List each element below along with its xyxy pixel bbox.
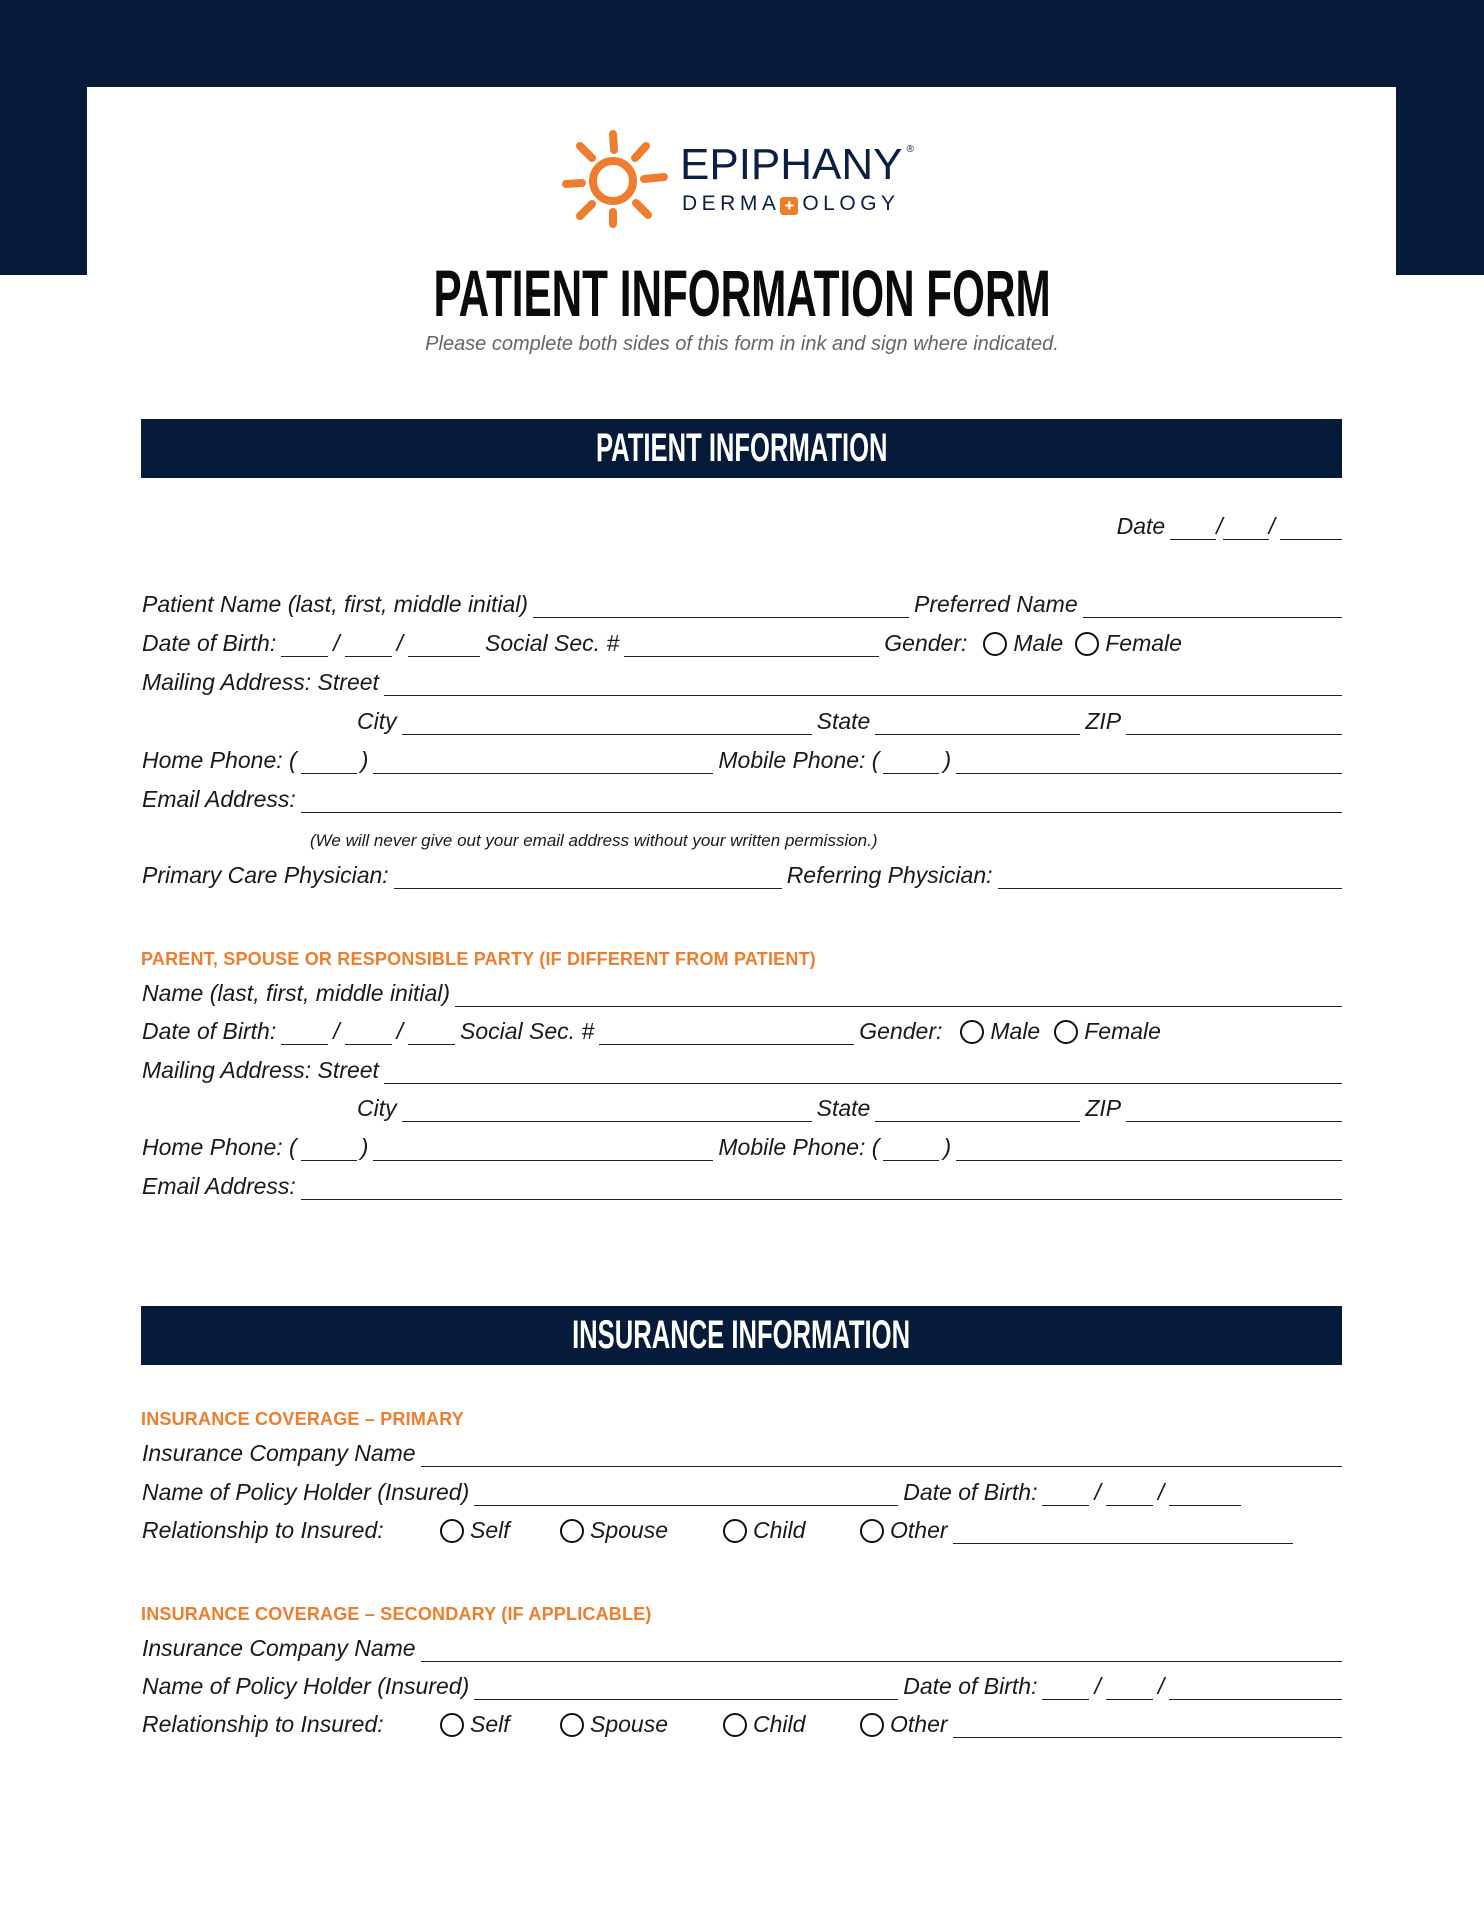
- secondary-insurance-heading: INSURANCE COVERAGE – SECONDARY (IF APPLICABLE): [141, 1604, 652, 1624]
- rp-street-row: [142, 1054, 1342, 1084]
- secondary-dob-year-field[interactable]: [1169, 1678, 1342, 1700]
- referring-physician-field[interactable]: [998, 867, 1343, 889]
- label: ): [943, 747, 952, 773]
- label: /: [396, 1018, 404, 1044]
- rp-home-area-code-field[interactable]: [301, 1139, 357, 1161]
- section-bar-insurance: [141, 1306, 1342, 1365]
- label: Mailing Address: Street: [142, 1057, 379, 1083]
- label: Mobile Phone: (: [718, 747, 880, 773]
- rp-gender-female-radio[interactable]: [1054, 1020, 1078, 1044]
- primary-holder-field[interactable]: [474, 1484, 898, 1506]
- patient-phone-row: [142, 744, 1342, 774]
- secondary-dob-month-field[interactable]: [1042, 1678, 1089, 1700]
- secondary-dob-day-field[interactable]: [1106, 1678, 1153, 1700]
- logo-wordmark: [680, 140, 914, 190]
- label: Child: [753, 1711, 806, 1737]
- zip-field[interactable]: [1126, 713, 1342, 735]
- physician-row: [142, 859, 1342, 889]
- patient-email-row: [142, 783, 1342, 813]
- label: Email Address:: [142, 786, 296, 812]
- label: Relationship to Insured:: [142, 1517, 384, 1543]
- rp-mobile-area-code-field[interactable]: [883, 1139, 939, 1161]
- dob-month-field[interactable]: [281, 635, 328, 657]
- label: ): [360, 747, 369, 773]
- label: Spouse: [590, 1517, 669, 1543]
- rp-phone-row: [142, 1131, 1342, 1161]
- label: /: [333, 630, 340, 656]
- gender-male-radio[interactable]: [983, 632, 1007, 656]
- label: Social Sec. #: [485, 630, 620, 656]
- secondary-other-field[interactable]: [953, 1716, 1342, 1738]
- primary-other-field[interactable]: [953, 1522, 1293, 1544]
- epiphany-logo: [560, 126, 940, 230]
- label: INSURANCE INFORMATION: [572, 1313, 911, 1357]
- rp-home-phone-field[interactable]: [373, 1139, 713, 1161]
- label: ZIP: [1085, 1095, 1122, 1121]
- section-bar-patient: [141, 419, 1342, 478]
- patient-name-row: [142, 588, 1342, 618]
- gender-female-radio[interactable]: [1075, 632, 1099, 656]
- rp-city-field[interactable]: [402, 1100, 812, 1122]
- label: Date of Birth:: [142, 630, 277, 656]
- primary-dob-year-field[interactable]: [1169, 1484, 1241, 1506]
- secondary-other-radio[interactable]: [860, 1713, 884, 1737]
- label: /: [1157, 1673, 1165, 1699]
- responsible-party-heading: PARENT, SPOUSE OR RESPONSIBLE PARTY (IF DIFFERENT FROM PATIENT): [141, 949, 816, 969]
- label: PATIENT INFORMATION: [595, 426, 888, 470]
- secondary-spouse-radio[interactable]: [560, 1713, 584, 1737]
- label: Insurance Company Name: [142, 1440, 416, 1466]
- label: Female: [1084, 1018, 1161, 1044]
- preferred-name-field[interactable]: [1083, 596, 1342, 618]
- label: ): [360, 1134, 369, 1160]
- registered-mark: ®: [906, 144, 914, 155]
- sun-icon: [560, 126, 670, 230]
- label: City: [357, 1095, 397, 1121]
- label: Date of Birth:: [903, 1673, 1038, 1699]
- rp-zip-field[interactable]: [1126, 1100, 1342, 1122]
- pcp-field[interactable]: [394, 867, 782, 889]
- date-day-field[interactable]: [1223, 518, 1269, 540]
- label: State: [816, 708, 871, 734]
- rp-dob-row: [142, 1015, 1342, 1045]
- label: Mobile Phone: (: [718, 1134, 880, 1160]
- primary-dob-month-field[interactable]: [1042, 1484, 1089, 1506]
- ssn-field[interactable]: [624, 635, 879, 657]
- primary-self-radio[interactable]: [440, 1519, 464, 1543]
- label: Self: [470, 1711, 510, 1737]
- label: City: [357, 708, 397, 734]
- label: Other: [890, 1517, 948, 1543]
- home-area-code-field[interactable]: [301, 752, 357, 774]
- primary-relationship-row: [142, 1514, 1342, 1544]
- email-note: (We will never give out your email address without your written permission.): [310, 831, 878, 850]
- primary-company-row: [142, 1437, 1342, 1467]
- label: Name of Policy Holder (Insured): [142, 1673, 470, 1699]
- city-field[interactable]: [402, 713, 812, 735]
- label: Gender:: [859, 1018, 943, 1044]
- label: Mailing Address: Street: [142, 669, 379, 695]
- date-row: [142, 510, 1342, 540]
- primary-dob-day-field[interactable]: [1106, 1484, 1153, 1506]
- rp-name-field[interactable]: [455, 985, 1342, 1007]
- date-year-field[interactable]: [1280, 518, 1342, 540]
- street-field[interactable]: [384, 674, 1342, 696]
- state-field[interactable]: [875, 713, 1080, 735]
- email-field[interactable]: [301, 791, 1342, 813]
- primary-child-radio[interactable]: [723, 1519, 747, 1543]
- label: /: [1094, 1479, 1101, 1505]
- label: Other: [890, 1711, 948, 1737]
- plus-icon: +: [780, 197, 798, 215]
- logo-subtitle: [682, 192, 900, 216]
- secondary-relationship-row: [142, 1708, 1342, 1738]
- secondary-self-radio[interactable]: [440, 1713, 464, 1737]
- secondary-holder-field[interactable]: [474, 1678, 898, 1700]
- dob-year-field[interactable]: [408, 635, 480, 657]
- date-month-field[interactable]: [1170, 518, 1216, 540]
- label: Social Sec. #: [460, 1018, 595, 1044]
- mobile-area-code-field[interactable]: [883, 752, 939, 774]
- secondary-company-field[interactable]: [421, 1640, 1342, 1662]
- label: Email Address:: [142, 1173, 296, 1199]
- patient-city-row: [142, 705, 1342, 735]
- label: /: [1094, 1673, 1101, 1699]
- rp-email-field[interactable]: [301, 1178, 1342, 1200]
- mobile-phone-field[interactable]: [956, 752, 1342, 774]
- secondary-child-radio[interactable]: [723, 1713, 747, 1737]
- label: Home Phone: (: [142, 747, 297, 773]
- primary-spouse-radio[interactable]: [560, 1519, 584, 1543]
- secondary-holder-row: [142, 1670, 1342, 1700]
- label: ): [943, 1134, 952, 1160]
- label: OLOGY: [802, 192, 900, 215]
- label: Home Phone: (: [142, 1134, 297, 1160]
- label: Spouse: [590, 1711, 669, 1737]
- label: /: [1268, 513, 1275, 539]
- patient-name-field[interactable]: [533, 596, 909, 618]
- secondary-company-row: [142, 1632, 1342, 1662]
- label: Child: [753, 1517, 806, 1543]
- rp-state-field[interactable]: [875, 1100, 1080, 1122]
- primary-holder-row: [142, 1476, 1342, 1506]
- label: Relationship to Insured:: [142, 1711, 384, 1737]
- label: /: [1157, 1479, 1165, 1505]
- rp-dob-month-field[interactable]: [281, 1023, 328, 1045]
- logo-name: EPIPHANY: [680, 140, 903, 189]
- label: Name of Policy Holder (Insured): [142, 1479, 470, 1505]
- primary-other-radio[interactable]: [860, 1519, 884, 1543]
- label: Date of Birth:: [903, 1479, 1038, 1505]
- label: /: [333, 1018, 340, 1044]
- label: PATIENT INFORMATION FORM: [433, 256, 1051, 330]
- rp-dob-year-field[interactable]: [408, 1023, 455, 1045]
- label: Gender:: [884, 630, 968, 656]
- label: Male: [990, 1018, 1041, 1044]
- rp-ssn-field[interactable]: [599, 1023, 854, 1045]
- dob-day-field[interactable]: [345, 635, 392, 657]
- page-title: [0, 255, 1484, 331]
- rp-gender-male-radio[interactable]: [960, 1020, 984, 1044]
- label: Male: [1013, 630, 1064, 656]
- label: Date: [1116, 513, 1166, 539]
- subtitle: Please complete both sides of this form in ink and sign where indicated.: [425, 333, 1059, 355]
- rp-email-row: [142, 1170, 1342, 1200]
- label: Female: [1105, 630, 1182, 656]
- primary-insurance-heading: INSURANCE COVERAGE – PRIMARY: [141, 1409, 464, 1429]
- home-phone-field[interactable]: [373, 752, 713, 774]
- rp-name-row: [142, 977, 1342, 1007]
- label: Name (last, first, middle initial): [142, 980, 451, 1006]
- label: Patient Name (last, first, middle initial): [142, 591, 529, 617]
- label: ZIP: [1085, 708, 1122, 734]
- label: /: [396, 630, 404, 656]
- label: DERMA: [682, 192, 781, 215]
- primary-company-field[interactable]: [421, 1445, 1342, 1467]
- label: Insurance Company Name: [142, 1635, 416, 1661]
- label: Date of Birth:: [142, 1018, 277, 1044]
- patient-dob-row: [142, 627, 1342, 657]
- label: /: [1216, 513, 1223, 539]
- label: Primary Care Physician:: [142, 862, 389, 888]
- rp-mobile-phone-field[interactable]: [956, 1139, 1342, 1161]
- rp-dob-day-field[interactable]: [345, 1023, 392, 1045]
- label: Referring Physician:: [786, 862, 993, 888]
- rp-city-row: [142, 1092, 1342, 1122]
- label: Preferred Name: [914, 591, 1078, 617]
- label: State: [816, 1095, 871, 1121]
- rp-street-field[interactable]: [384, 1062, 1342, 1084]
- label: Self: [470, 1517, 510, 1543]
- patient-street-row: [142, 666, 1342, 696]
